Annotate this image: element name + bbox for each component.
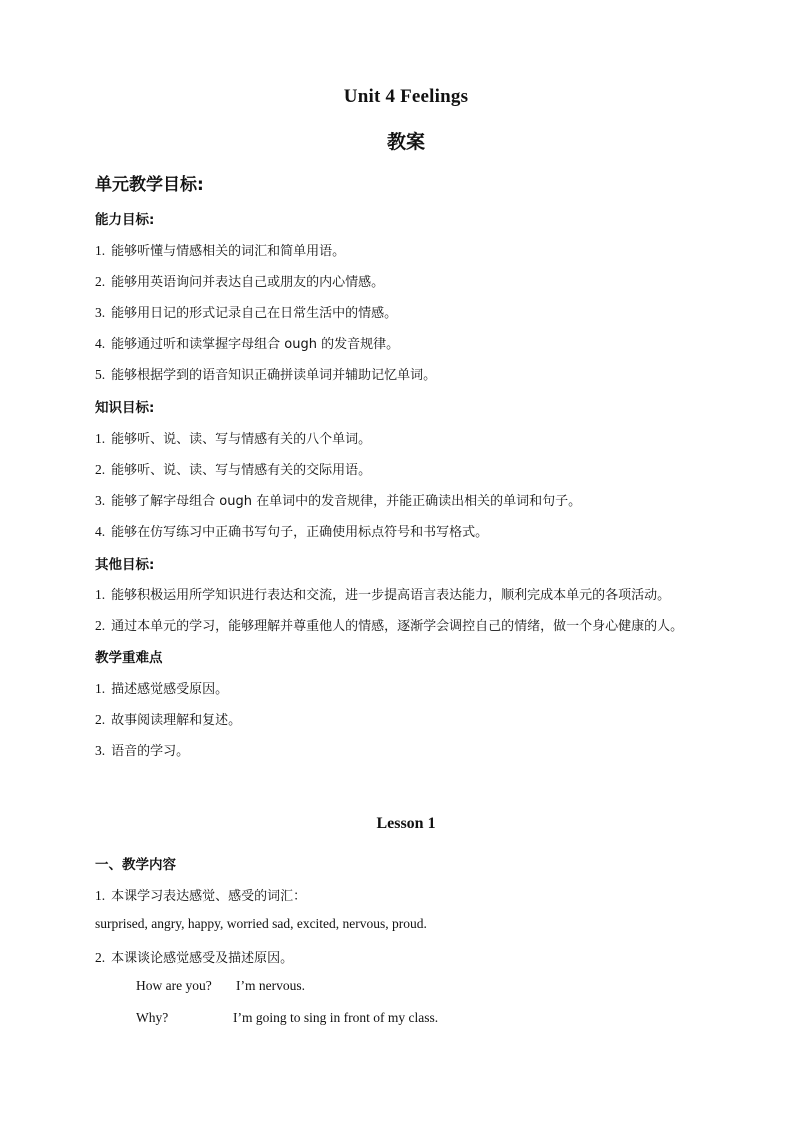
dialogue-question-2: Why? <box>136 1010 169 1025</box>
item-text: 能够听、说、读、写与情感有关的交际用语。 <box>111 463 372 478</box>
item-number: 2. <box>95 462 106 477</box>
key-point-item-2 <box>95 709 241 728</box>
unit-goals-heading: 单元教学目标: <box>95 175 204 195</box>
ability-goals-heading: 能力目标: <box>95 212 155 228</box>
item-number: 4. <box>95 336 106 351</box>
knowledge-item-2 <box>95 459 371 478</box>
item-text: 能够用英语询问并表达自己或朋友的内心情感。 <box>111 275 385 290</box>
page-title: Unit 4 Feelings <box>343 86 469 107</box>
lesson-section-heading: 一、教学内容 <box>95 857 176 873</box>
ability-item-3 <box>95 302 397 321</box>
item-number: 4. <box>95 524 106 539</box>
item-number: 3. <box>95 493 106 508</box>
dialogue-question-1: How are you? <box>136 978 212 993</box>
key-point-item-1 <box>95 678 228 697</box>
item-number: 2. <box>95 950 106 965</box>
vocabulary-list: surprised, angry, happy, worried sad, excited, nervous, proud. <box>95 916 427 931</box>
item-text: 本课谈论感觉感受及描述原因。 <box>111 951 294 966</box>
ability-item-4 <box>95 333 399 352</box>
item-text: 语音的学习。 <box>111 744 190 759</box>
item-text: 能够通过听和读掌握字母组合 ough 的发音规律。 <box>111 337 400 352</box>
item-number: 1. <box>95 431 106 446</box>
item-text: 能够积极运用所学知识进行表达和交流，进一步提高语言表达能力，顺利完成本单元的各项活动。 <box>111 588 671 603</box>
item-number: 1. <box>95 243 106 258</box>
lesson-item-1 <box>95 885 306 904</box>
item-text: 本课学习表达感觉、感受的词汇： <box>111 889 307 904</box>
lesson-item-2 <box>95 947 293 966</box>
item-number: 5. <box>95 367 106 382</box>
dialogue-answer-1: I’m nervous. <box>236 978 305 993</box>
key-point-item-3 <box>95 740 189 759</box>
item-text: 通过本单元的学习，能够理解并尊重他人的情感，逐渐学会调控自己的情绪，做一个身心健康的人。 <box>111 619 684 634</box>
item-text: 能够用日记的形式记录自己在日常生活中的情感。 <box>111 306 398 321</box>
item-text: 能够听、说、读、写与情感有关的八个单词。 <box>111 432 372 447</box>
item-number: 2. <box>95 712 106 727</box>
item-number: 3. <box>95 305 106 320</box>
item-text: 能够听懂与情感相关的词汇和简单用语。 <box>111 244 346 259</box>
item-text: 故事阅读理解和复述。 <box>111 713 242 728</box>
other-item-1 <box>95 584 670 603</box>
item-number: 1. <box>95 681 106 696</box>
knowledge-item-3 <box>95 490 581 509</box>
other-goals-heading: 其他目标: <box>95 557 155 573</box>
item-number: 2. <box>95 618 106 633</box>
page-subtitle: 教案 <box>386 131 425 153</box>
item-text: 描述感觉感受原因。 <box>111 682 229 697</box>
knowledge-item-1 <box>95 428 371 447</box>
other-item-2 <box>95 615 683 634</box>
ability-item-5 <box>95 364 436 383</box>
item-number: 3. <box>95 743 106 758</box>
lesson-title: Lesson 1 <box>376 815 436 832</box>
ability-item-2 <box>95 271 384 290</box>
item-number: 1. <box>95 587 106 602</box>
item-text: 能够根据学到的语音知识正确拼读单词并辅助记忆单词。 <box>111 368 437 383</box>
item-text: 能够在仿写练习中正确书写句子，正确使用标点符号和书写格式。 <box>111 525 489 540</box>
ability-item-1 <box>95 240 345 259</box>
item-number: 1. <box>95 888 106 903</box>
dialogue-answer-2: I’m going to sing in front of my class. <box>233 1010 439 1025</box>
knowledge-goals-heading: 知识目标: <box>95 400 155 416</box>
knowledge-item-4 <box>95 521 488 540</box>
item-number: 2. <box>95 274 106 289</box>
item-text: 能够了解字母组合 ough 在单词中的发音规律，并能正确读出相关的单词和句子。 <box>111 494 582 509</box>
key-points-heading: 教学重难点 <box>95 650 163 666</box>
